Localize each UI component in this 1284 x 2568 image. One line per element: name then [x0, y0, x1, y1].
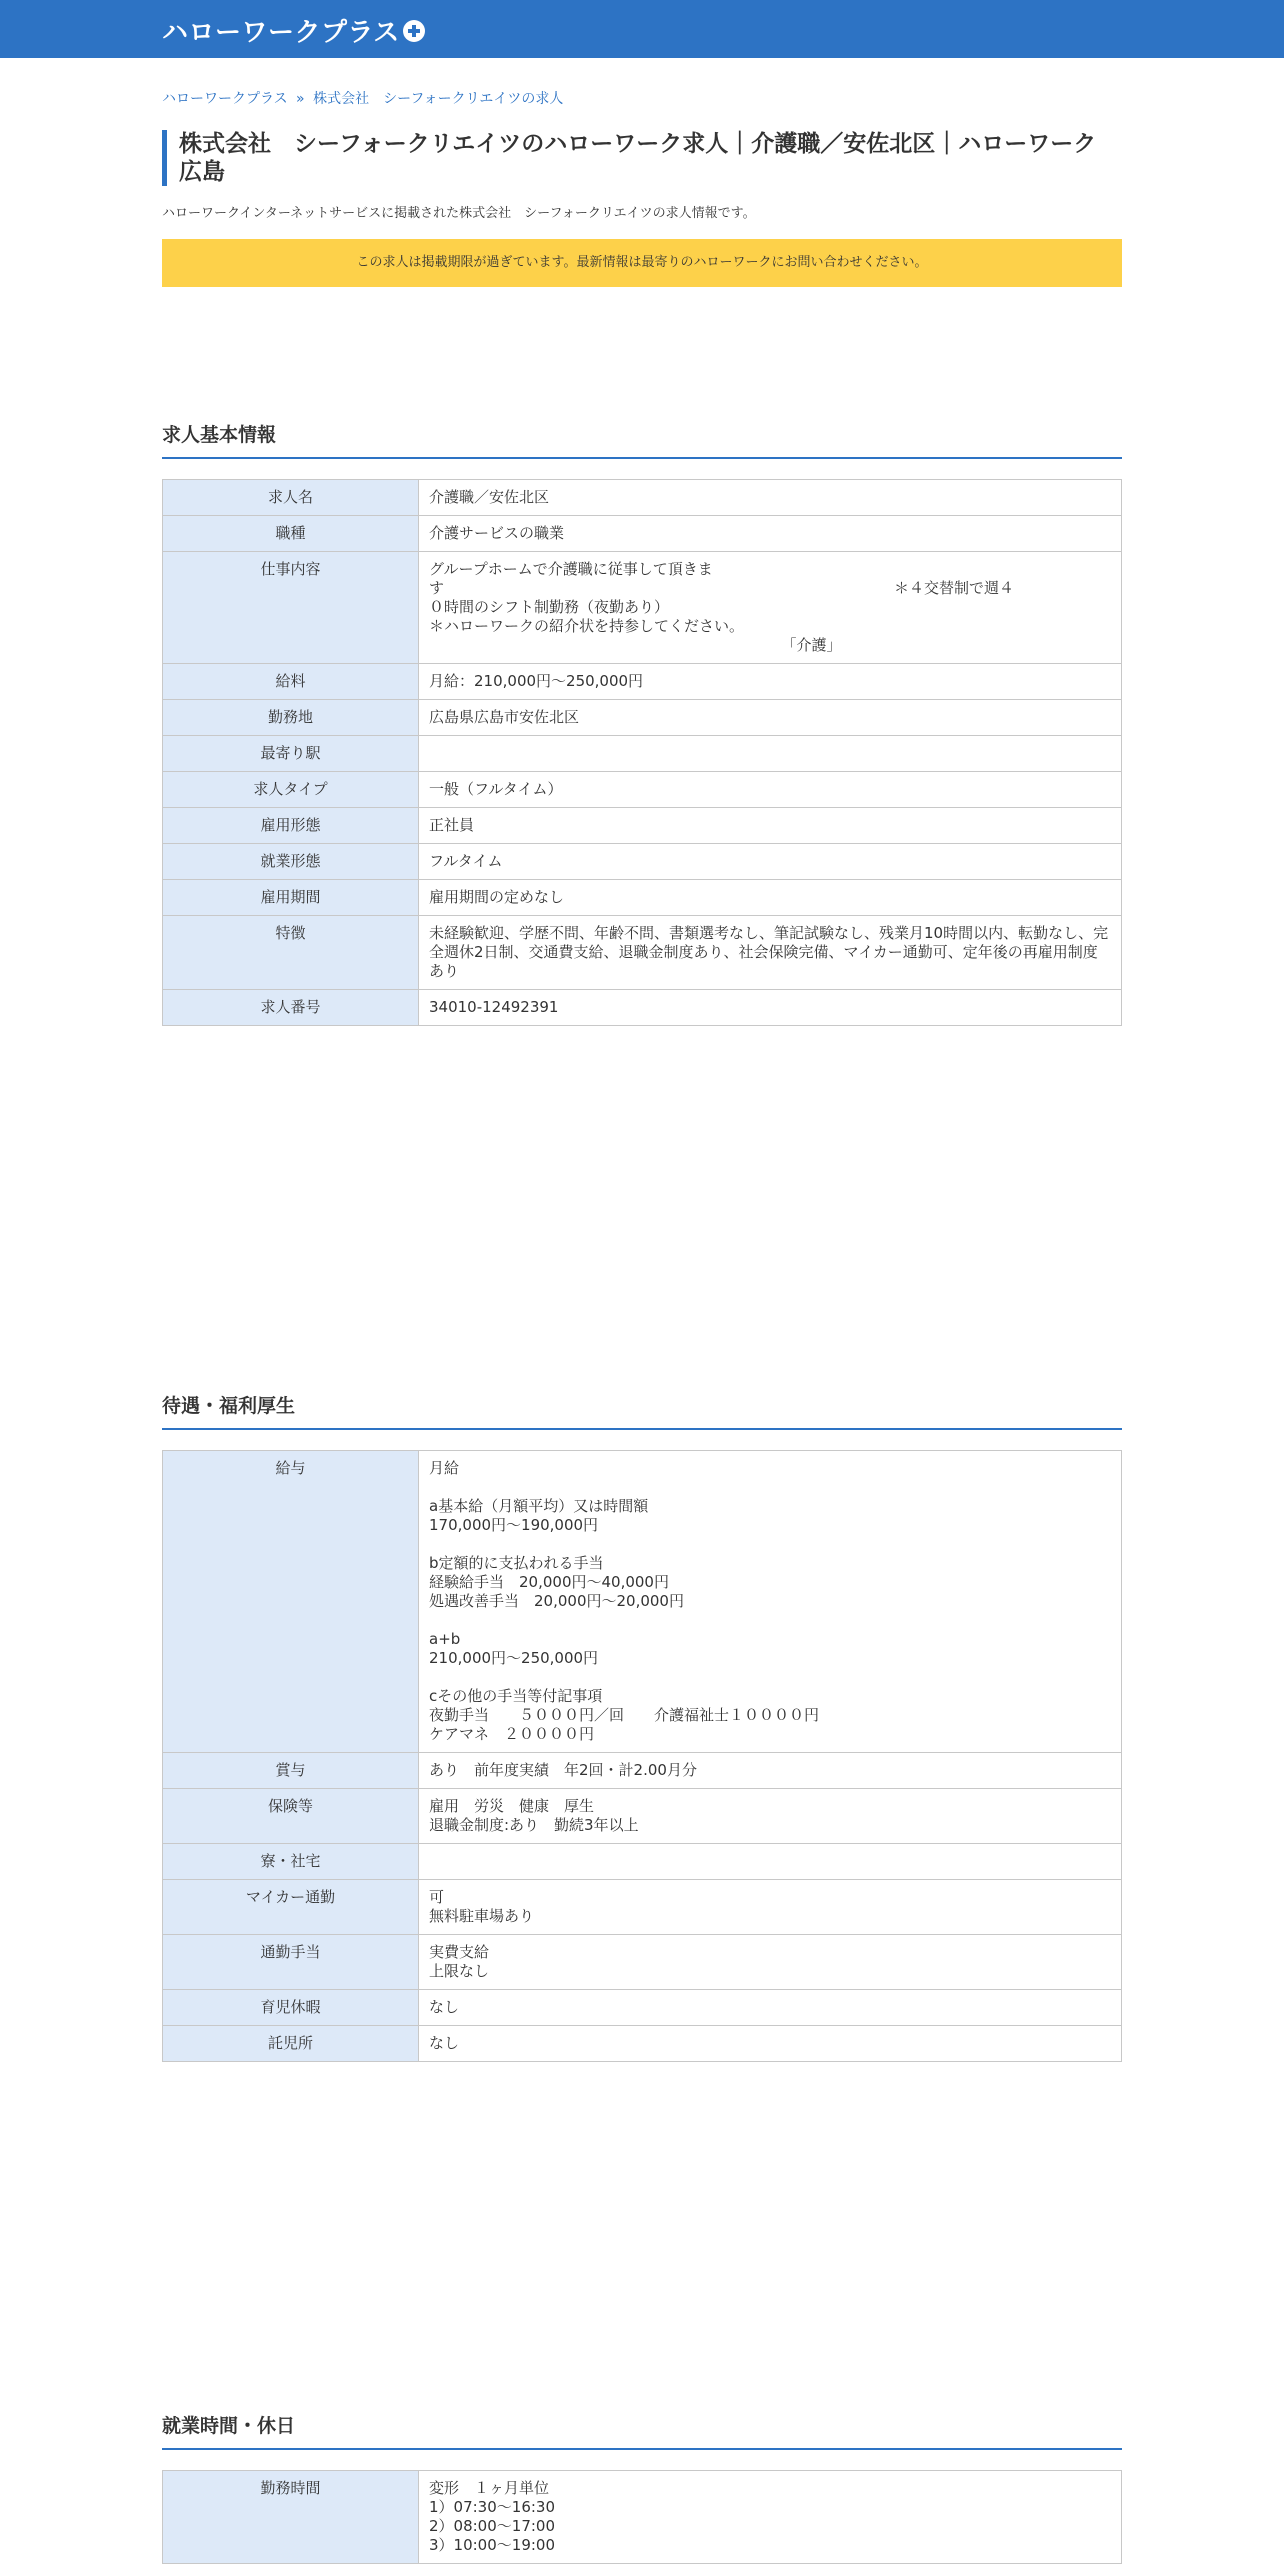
row-value: グループホームで介護職に従事して頂きま す ＊４交替制で週４ ０時間のシフト制勤務（夜勤あり） ＊ハローワークの紹介状を持参してください。 「介護」	[419, 552, 1122, 664]
row-value: 実費支給 上限なし	[419, 1935, 1122, 1990]
section-title-basic-info: 求人基本情報	[162, 420, 1122, 459]
row-value: フルタイム	[419, 844, 1122, 880]
row-value: 雇用期間の定めなし	[419, 880, 1122, 916]
breadcrumb-home-link[interactable]: ハローワークプラス	[162, 91, 288, 107]
table-row	[163, 1844, 1122, 1880]
row-label: 寮・社宅	[163, 1844, 419, 1880]
row-label: 雇用形態	[163, 808, 419, 844]
row-value: 月給 a基本給（月額平均）又は時間額 170,000円～190,000円 b定額的に支払われる手当 経験給手当 20,000円～40,000円 処遇改善手当 20,000円～20,000円 a+b 210,000円～250,000円 cその他の手当等付記事項 夜勤手当 ５０００円／回 介護福祉士１００００円 ケアマネ ２００００円	[419, 1451, 1122, 1753]
row-label: 特徴	[163, 916, 419, 990]
page-intro: ハローワークインターネットサービスに掲載された株式会社 シーフォークリエイツの求人情報です。	[162, 206, 756, 221]
section-benefits	[162, 1391, 1122, 2062]
row-label: 求人名	[163, 480, 419, 516]
row-value: 正社員	[419, 808, 1122, 844]
table-row	[163, 480, 1122, 516]
basic-info-table	[162, 479, 1122, 1026]
table-row	[163, 990, 1122, 1026]
table-row	[163, 736, 1122, 772]
row-label: 職種	[163, 516, 419, 552]
table-row	[163, 2471, 1122, 2564]
row-value: 月給：210,000円～250,000円	[419, 664, 1122, 700]
table-row	[163, 808, 1122, 844]
table-row	[163, 772, 1122, 808]
table-row	[163, 516, 1122, 552]
table-row	[163, 844, 1122, 880]
plus-circle-icon	[403, 20, 425, 42]
row-value: 雇用 労災 健康 厚生 退職金制度:あり 勤続3年以上	[419, 1789, 1122, 1844]
row-value: 未経験歓迎、学歴不問、年齢不問、書類選考なし、筆記試験なし、残業月10時間以内、転勤なし、完全週休2日制、交通費支給、退職金制度あり、社会保険完備、マイカー通勤可、定年後の再雇用制度あり	[419, 916, 1122, 990]
site-header	[0, 0, 1284, 58]
row-value: 可 無料駐車場あり	[419, 1880, 1122, 1935]
row-label: 育児休暇	[163, 1990, 419, 2026]
site-logo[interactable]	[162, 12, 425, 49]
row-value: 介護サービスの職業	[419, 516, 1122, 552]
table-row	[163, 916, 1122, 990]
page-title: 株式会社 シーフォークリエイツのハローワーク求人｜介護職／安佐北区｜ハローワーク広島	[162, 130, 1122, 186]
section-working-hours	[162, 2411, 1122, 2564]
row-value	[419, 736, 1122, 772]
section-basic-info	[162, 420, 1122, 1026]
row-label: 雇用期間	[163, 880, 419, 916]
row-value: 変形 １ヶ月単位 1）07:30～16:30 2）08:00～17:00 3）10:00～19:00	[419, 2471, 1122, 2564]
row-value: なし	[419, 2026, 1122, 2062]
row-label: 求人番号	[163, 990, 419, 1026]
breadcrumb	[162, 88, 1122, 108]
table-row	[163, 700, 1122, 736]
row-label: 保険等	[163, 1789, 419, 1844]
table-row	[163, 552, 1122, 664]
table-row	[163, 1990, 1122, 2026]
benefits-table	[162, 1450, 1122, 2062]
breadcrumb-current-link[interactable]: 株式会社 シーフォークリエイツの求人	[313, 91, 564, 107]
row-label: 通勤手当	[163, 1935, 419, 1990]
main-content	[162, 58, 1122, 2554]
row-label: 賞与	[163, 1753, 419, 1789]
table-row	[163, 664, 1122, 700]
row-value: あり 前年度実績 年2回・計2.00月分	[419, 1753, 1122, 1789]
table-row	[163, 1789, 1122, 1844]
section-title-working-hours: 就業時間・休日	[162, 2411, 1122, 2450]
row-value: 広島県広島市安佐北区	[419, 700, 1122, 736]
section-title-benefits: 待遇・福利厚生	[162, 1391, 1122, 1430]
table-row	[163, 1753, 1122, 1789]
row-label: 最寄り駅	[163, 736, 419, 772]
row-value: 一般（フルタイム）	[419, 772, 1122, 808]
row-value	[419, 1844, 1122, 1880]
site-logo-text: ハローワークプラス	[162, 18, 400, 48]
table-row	[163, 2026, 1122, 2062]
breadcrumb-separator: »	[296, 91, 305, 107]
row-label: 求人タイプ	[163, 772, 419, 808]
table-row	[163, 1451, 1122, 1753]
table-row	[163, 1880, 1122, 1935]
row-label: 仕事内容	[163, 552, 419, 664]
table-row	[163, 1935, 1122, 1990]
table-row	[163, 880, 1122, 916]
row-label: 給料	[163, 664, 419, 700]
row-label: マイカー通勤	[163, 1880, 419, 1935]
row-value: 介護職／安佐北区	[419, 480, 1122, 516]
row-label: 託児所	[163, 2026, 419, 2062]
row-value: なし	[419, 1990, 1122, 2026]
row-label: 勤務地	[163, 700, 419, 736]
row-value: 34010-12492391	[419, 990, 1122, 1026]
expired-notice-banner: この求人は掲載期限が過ぎています。最新情報は最寄りのハローワークにお問い合わせください。	[162, 239, 1122, 287]
row-label: 勤務時間	[163, 2471, 419, 2564]
row-label: 給与	[163, 1451, 419, 1753]
row-label: 就業形態	[163, 844, 419, 880]
working-hours-table	[162, 2470, 1122, 2564]
